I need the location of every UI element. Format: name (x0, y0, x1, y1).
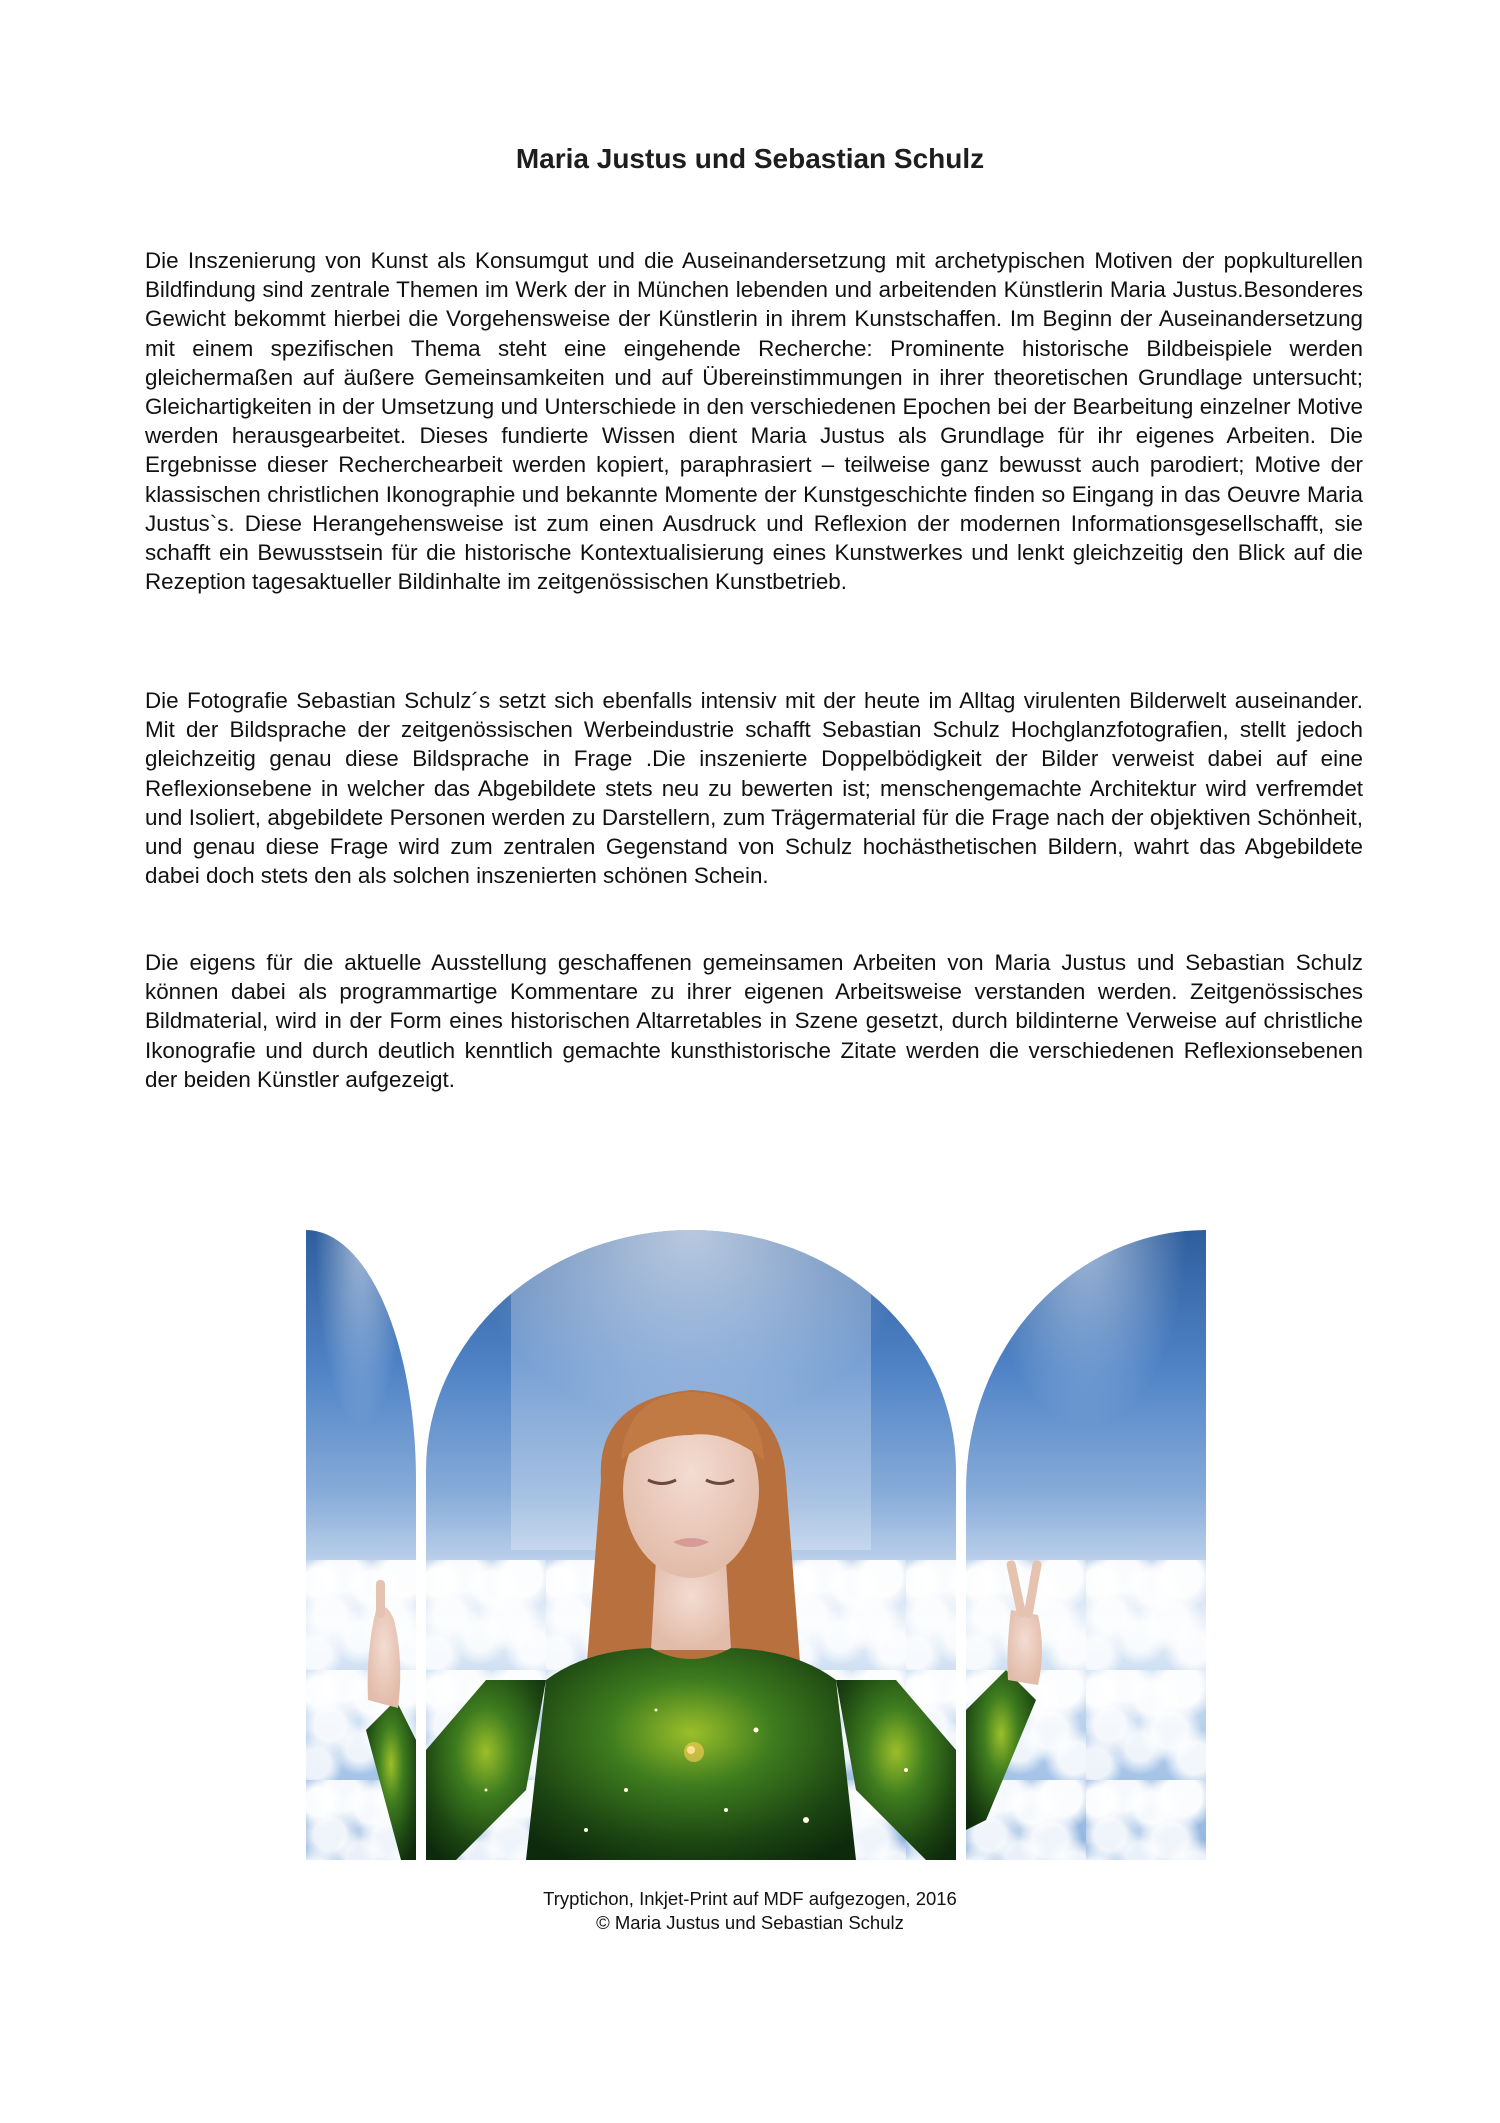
paragraph-joint-works: Die eigens für die aktuelle Ausstellung geschaffenen gemeinsamen Arbeiten von Maria Justus und Sebastian Schulz können dabei als programmartige Kommentare zu ihrer eigenen Arbeitsweise verstanden werden. Zeitgenössisches Bildmaterial, wird in der Form eines historischen Altarretables in Szene gesetzt, durch bildinterne Verweise auf christliche Ikonografie und durch deutlich kenntlich gemachte kunsthistorische Zitate werden die verschiedenen Reflexionsebenen der beiden Künstler aufgezeigt. (145, 950, 1363, 1092)
paragraph-maria-justus: Die Inszenierung von Kunst als Konsumgut und die Auseinandersetzung mit archetypischen Motiven der popkulturellen Bildfindung sind zentrale Themen im Werk der in München lebenden und arbeitenden Künstlerin Maria Justus.Besonderes Gewicht bekommt hierbei die Vorgehensweise der Künstlerin in ihrem Kunstschaffen. Im Beginn der Auseinandersetzung mit einem spezifischen Thema steht eine eingehende Recherche: Prominente historische Bildbeispiele werden gleichermaßen auf äußere Gemeinsamkeiten und auf Übereinstimmungen in ihrer theoretischen Grundlage untersucht; Gleichartigkeiten in der Umsetzung und Unterschiede in den verschiedenen Epochen bei der Bearbeitung einzelner Motive werden herausgearbeitet. Dieses fundierte Wissen dient Maria Justus als Grundlage für ihr eigenes Arbeiten. Die Ergebnisse dieser Recherchearbeit werden kopiert, paraphrasiert – teilweise ganz bewusst auch parodiert; Motive der klassischen christlichen Ikonographie und bekannte Momente der Kunstgeschichte finden so Eingang in das Oeuvre Maria Justus`s. Diese Herangehensweise ist zum einen Ausdruck und Reflexion der modernen Informationsgesellschafft, sie schafft ein Bewusstsein für die historische Kontextualisierung eines Kunstwerkes und lenkt gleichzeitig den Blick auf die Rezeption tagesaktueller Bildinhalte im zeitgenössischen Kunstbetrieb. (145, 248, 1363, 595)
triptych-artwork-image (306, 1230, 1206, 1860)
woman-figure (426, 1230, 956, 1860)
raised-hand-peace-sign (966, 1230, 1206, 1860)
triptych-left-panel (306, 1230, 416, 1860)
paragraph-sebastian-schulz: Die Fotografie Sebastian Schulz´s setzt sich ebenfalls intensiv mit der heute im Alltag virulenten Bilderwelt auseinander. Mit der Bildsprache der zeitgenössischen Werbeindustrie schafft Sebastian Schulz Hochglanzfotografien, stellt jedoch gleichzeitig genau diese Bildsprache in Frage .Die inszenierte Doppelbödigkeit der Bilder verweist dabei auf eine Reflexionsebene in welcher das Abgebildete stets neu zu bewerten ist; menschengemachte Architektur wird verfremdet und Isoliert, abgebildete Personen werden zu Darstellern, zum Trägermaterial für die Frage nach der objektiven Schönheit, und genau diese Frage wird zum zentralen Gegenstand von Schulz hochästhetischen Bildern, wahrt das Abgebildete dabei doch stets den als solchen inszenierten schönen Schein. (145, 688, 1363, 889)
raised-hand-left (306, 1230, 416, 1860)
triptych-center-panel (426, 1230, 956, 1860)
caption-copyright: © Maria Justus und Sebastian Schulz (596, 1912, 904, 1933)
artwork-caption (0, 1887, 1500, 1935)
triptych-right-panel (966, 1230, 1206, 1860)
caption-details: Tryptichon, Inkjet-Print auf MDF aufgezogen, 2016 (543, 1888, 957, 1909)
document-title: Maria Justus und Sebastian Schulz (515, 143, 985, 174)
